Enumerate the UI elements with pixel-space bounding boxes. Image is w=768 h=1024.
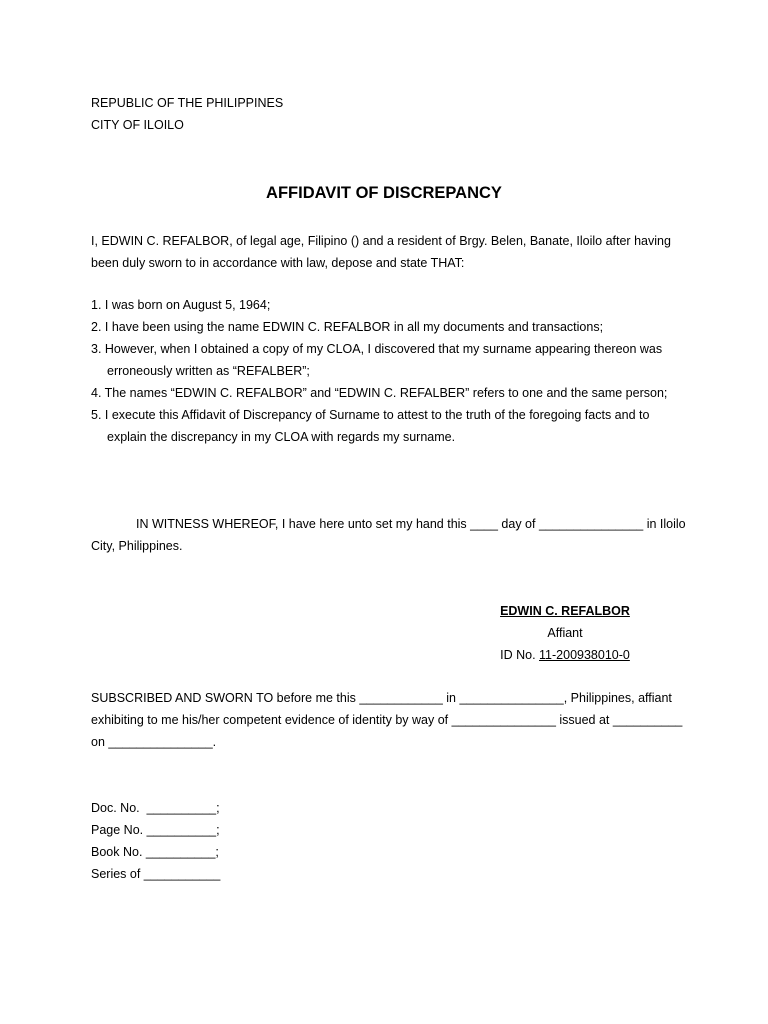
notarial-register bbox=[91, 797, 220, 885]
header-republic: REPUBLIC OF THE PHILIPPINES bbox=[91, 96, 284, 110]
header-city: CITY OF ILOILO bbox=[91, 118, 184, 132]
intro-paragraph: I, EDWIN C. REFALBOR, of legal age, Filipino () and a resident of Brgy. Belen, Banate, Iloilo after having been duly sworn to in accordance with law, depose and state THAT: bbox=[91, 234, 671, 270]
statements-list bbox=[91, 294, 691, 448]
statement-item: 2. I have been using the name EDWIN C. REFALBOR in all my documents and transactions; bbox=[91, 320, 604, 334]
document-title: AFFIDAVIT OF DISCREPANCY bbox=[266, 184, 502, 202]
series-of: Series of ___________ bbox=[91, 867, 221, 881]
id-label: ID No. bbox=[500, 648, 540, 662]
statement-item: 4. The names “EDWIN C. REFALBOR” and “EDWIN C. REFALBER” refers to one and the same person; bbox=[91, 386, 668, 400]
statement-item: 3. However, when I obtained a copy of my CLOA, I discovered that my surname appearing thereon was erroneously written as “REFALBER”; bbox=[91, 342, 663, 378]
witness-paragraph: IN WITNESS WHEREOF, I have here unto set my hand this ____ day of _______________ in Iloilo City, Philippines. bbox=[91, 517, 686, 553]
affiant-role: Affiant bbox=[547, 626, 583, 640]
affiant-name: EDWIN C. REFALBOR bbox=[500, 604, 630, 618]
affiant-id bbox=[480, 644, 650, 666]
id-value: 11-200938010-0 bbox=[539, 648, 630, 662]
signature-block bbox=[480, 600, 650, 666]
statement-item: 1. I was born on August 5, 1964; bbox=[91, 298, 271, 312]
jurat-paragraph: SUBSCRIBED AND SWORN TO before me this ____________ in _______________, Philippines, affiant exhibiting to me his/her competent evidence of identity by way of _______________ issued at __________ on _______________. bbox=[91, 691, 683, 749]
book-no: Book No. __________; bbox=[91, 845, 219, 859]
page-no: Page No. __________; bbox=[91, 823, 220, 837]
statement-item: 5. I execute this Affidavit of Discrepancy of Surname to attest to the truth of the foregoing facts and to explain the discrepancy in my CLOA with regards my surname. bbox=[91, 408, 650, 444]
doc-no: Doc. No. __________; bbox=[91, 801, 220, 815]
